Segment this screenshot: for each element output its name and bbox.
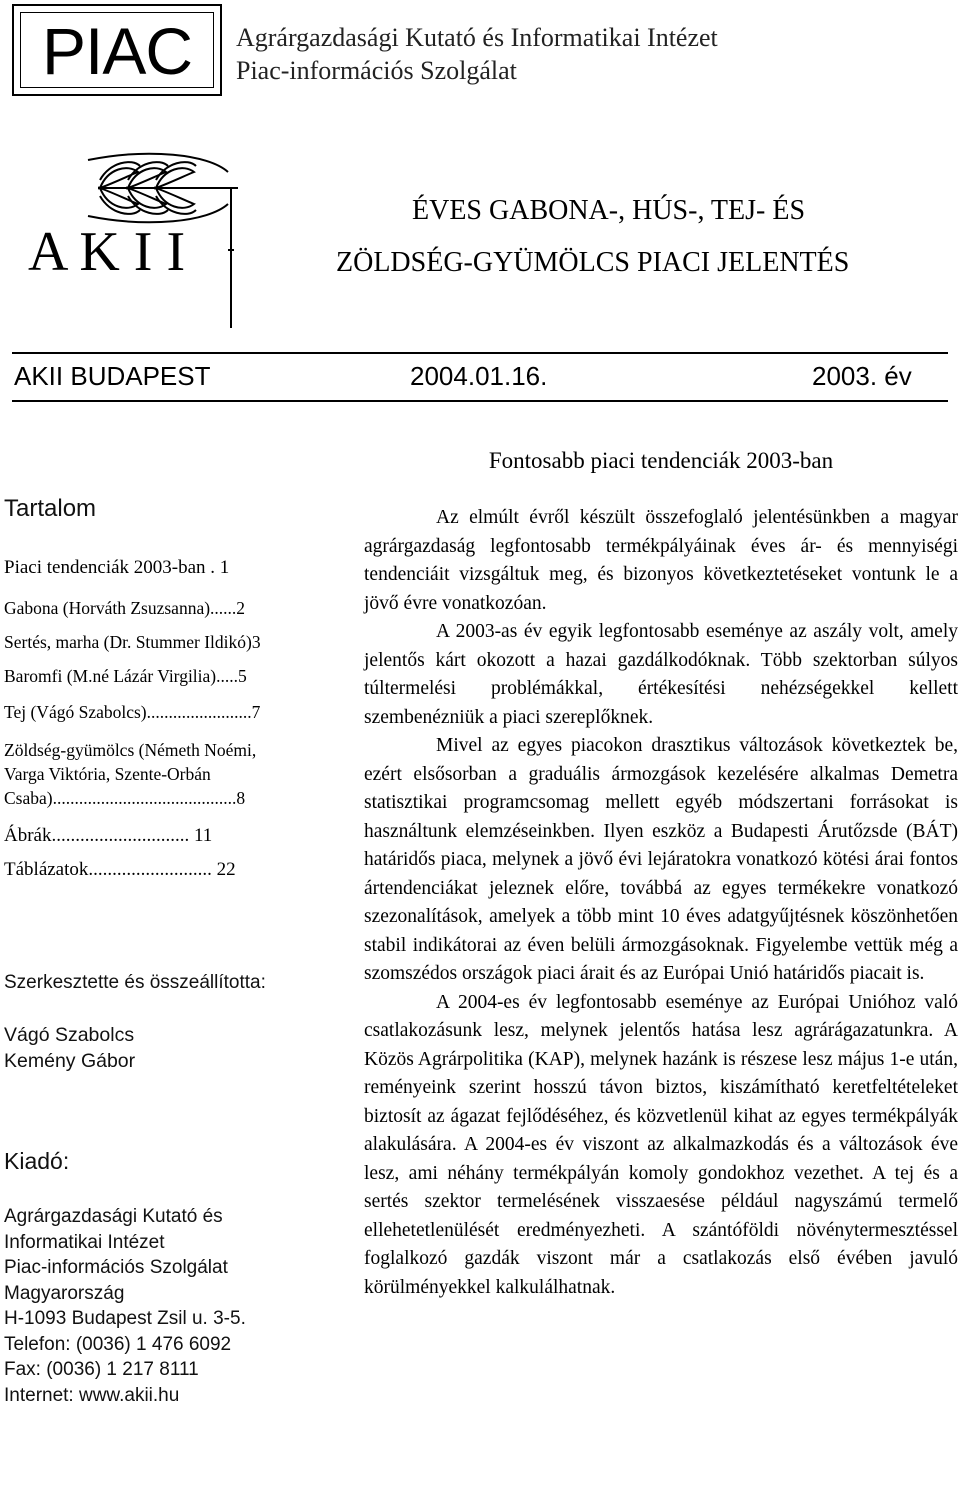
toc-item-page: 3 [251, 632, 261, 652]
toc-item-page: 7 [251, 702, 261, 722]
publisher-line: Agrárgazdasági Kutató és [4, 1206, 223, 1227]
body-text [364, 504, 958, 1302]
toc-item[interactable] [4, 596, 245, 620]
toc-item-page: 2 [236, 598, 246, 618]
paragraph: A 2003-as év egyik legfontosabb eseménye az aszály volt, amely jelentős kárt okozott a hazai gazdálkodóknak. Több szektorban súlyos túltermelési problémákkal, értékesítési nehézségekkel kellett szembenézniük a piaci szereplőknek. [364, 621, 958, 728]
date-label: 2004.01.16. [410, 361, 548, 391]
toc-item-leader: ............................. [51, 825, 190, 846]
publisher-line: Magyarország [4, 1282, 125, 1304]
publisher-line: Fax: (0036) 1 217 8111 [4, 1359, 199, 1380]
toc-item-leader: . [205, 557, 220, 578]
toc-item-page: 11 [189, 825, 213, 846]
paragraph: A 2004-es év legfontosabb eseménye az Európai Unióhoz való csatlakozásunk lesz, melynek jelentős hatása lesz agrárágazatunkra. A Közös Agrárpolitika (KAP), melynek hazánk is részese lesz május 1-e után, reményeink szerint hosszú távon biztos, kiszámítható keretfeltételeket biztosít az ágazat fejlődéséhez, és közvetlenül kihat az egyes termékpályák alakulására. A 2004-es év viszont az alkalmazkodás és a változások éve lesz, ami néhány termékpályán komoly gondokhoz vezethet. A tej és a sertés szektor termelésének visszaesése például nagyszámú termelő ellehetetlenülését eredményezheti. A szántóföldi növénytermesztéssel foglalkozó gazdák viszont már a csatlakozás első évében javuló körülményekkel kalkulálhatnak. [364, 991, 958, 1298]
institute-service: Piac-információs Szolgálat [236, 56, 517, 85]
toc-item-text: Tej (Vágó Szabolcs) [4, 702, 147, 722]
publisher-block [4, 1204, 246, 1408]
section-title: Fontosabb piaci tendenciák 2003-ban [488, 448, 834, 473]
report-title-line1: ÉVES GABONA-, HÚS-, TEJ- ÉS [412, 195, 806, 226]
publisher-link[interactable]: Internet: www.akii.hu [4, 1384, 180, 1406]
toc-item-text: Zöldség-gyümölcs (Németh Noémi, [4, 740, 257, 760]
editor-name: Vágó Szabolcs [4, 1024, 135, 1046]
toc-item-text: Táblázatok [4, 859, 89, 880]
bottom-rule [12, 400, 948, 402]
publisher-line: Informatikai Intézet [4, 1231, 165, 1253]
toc-item-leader: .......................................... [52, 788, 237, 808]
toc-item-text: Varga Viktória, Szente-Orbán [4, 764, 211, 784]
toc-item-leader: .......................... [88, 859, 212, 880]
toc-item-page: 22 [211, 859, 236, 880]
akii-logo-text: A K I I [28, 221, 186, 283]
piac-logo-text: PIAC [20, 12, 214, 88]
toc-item-page: 1 [219, 557, 230, 578]
top-rule [12, 352, 948, 354]
toc-item-leader: ........................ [146, 702, 252, 722]
paragraph: Mivel az egyes piacokon drasztikus változások következtek be, ezért elsősorban a graduális ármozgások kezelésére alkalmas Demetra statisztikai programcsomag mellett egyéb módszertani forrásokat is használtunk elemzéseinkben. Ilyen eszköz a Budapesti Árutőzsde (BÁT) határidős piaca, melynek a jövő évi lejáratokra vonatkozó kötési árai fontos ártendenciákat jeleznek előre, továbbá az egyes termékekre vonatkozó szezonalítások, amelyek a több mint 10 éves adatgyűjtésnek köszönhetően stabil indikátorai az éven belüli ármozgásoknak. Figyelembe vettük még a szomszédos országok piaci árait és az Európai Unió határidős piacait is. [364, 735, 958, 984]
toc-item-text: Gabona (Horváth Zsuzsanna) [4, 598, 211, 618]
place-label: AKII BUDAPEST [14, 361, 211, 391]
toc-item[interactable] [4, 664, 247, 688]
toc-item[interactable] [4, 858, 236, 882]
akii-logo [28, 150, 258, 330]
toc-item[interactable] [4, 630, 261, 654]
toc-item-leader: ..... [216, 666, 238, 686]
toc-item-text: Sertés, marha (Dr. Stummer Ildikó) [4, 632, 252, 652]
toc-item[interactable] [4, 700, 260, 724]
toc-item-text: Csaba) [4, 788, 53, 808]
institute-name: Agrárgazdasági Kutató és Informatikai Intézet [236, 23, 718, 52]
publisher-heading: Kiadó: [4, 1148, 70, 1174]
toc-item[interactable] [4, 786, 245, 810]
year-label: 2003. év [812, 361, 912, 391]
publisher-line: Telefon: (0036) 1 476 6092 [4, 1333, 232, 1355]
toc-item-text: Piaci tendenciák 2003-ban [4, 557, 206, 578]
toc-item[interactable] [4, 824, 212, 848]
publisher-line: H-1093 Budapest Zsil u. 3-5. [4, 1308, 246, 1329]
toc-item[interactable] [4, 762, 211, 786]
editors-heading: Szerkesztette és összeállította: [4, 972, 266, 993]
editor-name: Kemény Gábor [4, 1050, 136, 1072]
toc-heading: Tartalom [4, 495, 97, 522]
publisher-line: Piac-információs Szolgálat [4, 1257, 228, 1278]
toc-item[interactable] [4, 556, 229, 580]
toc-item-leader: ...... [210, 598, 237, 618]
toc-item-page: 5 [238, 666, 247, 686]
piac-logo [12, 4, 222, 96]
toc-item-text: Ábrák [4, 825, 52, 846]
toc-item[interactable] [4, 738, 256, 762]
toc-item-text: Baromfi (M.né Lázár Virgilia) [4, 666, 217, 686]
report-title-line2: ZÖLDSÉG-GYÜMÖLCS PIACI JELENTÉS [336, 247, 850, 278]
toc-item-page: 8 [236, 788, 246, 808]
paragraph: Az elmúlt évről készült összefoglaló jelentésünkben a magyar agrárgazdaság legfontosabb termékpályáinak éves ár- és mennyiségi tendenciáit vizsgáltuk meg, és bizonyos következtetéseket vontunk le a jövő évre vonatkozóan. [364, 507, 958, 614]
